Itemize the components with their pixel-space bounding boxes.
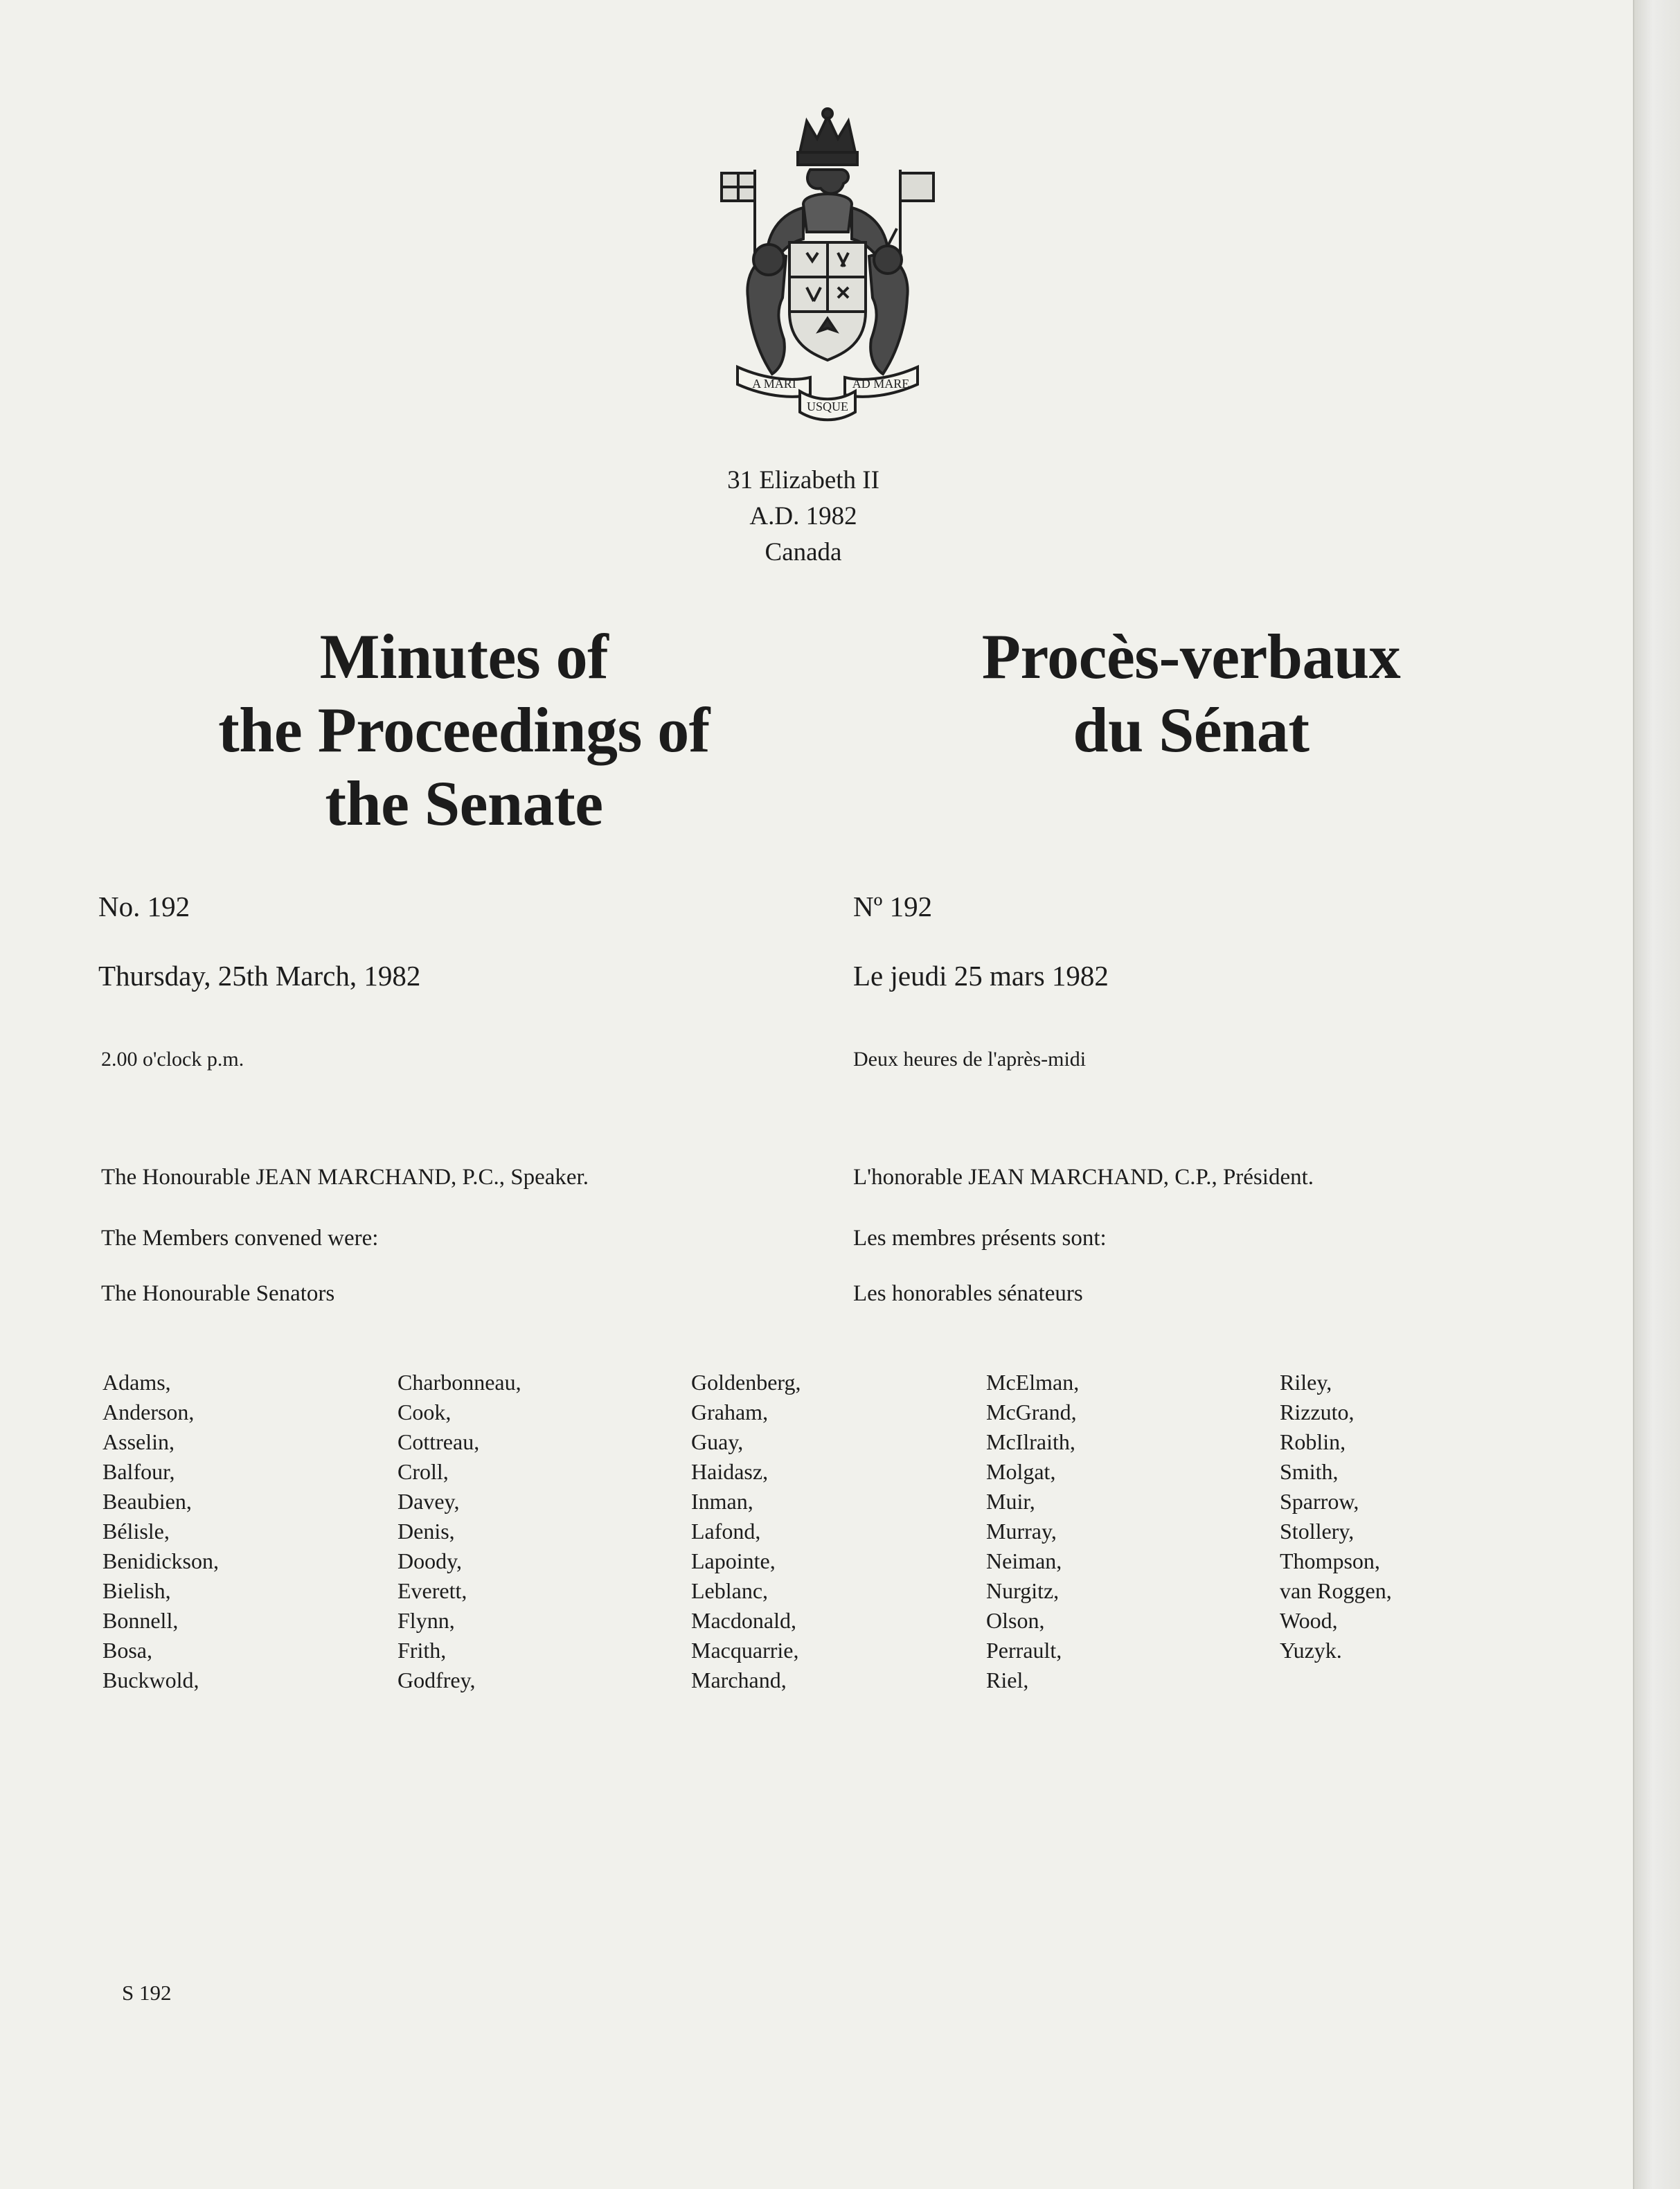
senator-name: Davey, xyxy=(397,1489,460,1514)
motto-right-text: AD MARE xyxy=(852,377,910,391)
senator-name: Haidasz, xyxy=(691,1459,769,1484)
senator-name: van Roggen, xyxy=(1280,1578,1392,1603)
senator-name: Cook, xyxy=(397,1400,452,1424)
senator-name: McElman, xyxy=(986,1370,1080,1395)
senator-name: Balfour, xyxy=(102,1459,175,1484)
senator-name: Doody, xyxy=(397,1548,463,1573)
senator-name: Adams, xyxy=(102,1370,171,1395)
page-binding-edge xyxy=(1633,0,1680,2189)
english-title-line-3: the Senate xyxy=(325,768,603,839)
french-speaker-line: L'honorable JEAN MARCHAND, C.P., Président. xyxy=(853,1165,1314,1190)
calendar-year: A.D. 1982 xyxy=(749,502,857,530)
senator-name: Lapointe, xyxy=(691,1548,776,1573)
senator-name: Flynn, xyxy=(397,1608,455,1633)
senator-name: Bonnell, xyxy=(102,1608,179,1633)
senator-name: Godfrey, xyxy=(397,1668,476,1692)
senator-name: Buckwold, xyxy=(102,1668,199,1692)
senator-name: Asselin, xyxy=(102,1429,175,1454)
senators-column-4 xyxy=(986,1368,1079,1695)
senator-name: Perrault, xyxy=(986,1638,1062,1663)
senator-name: Bélisle, xyxy=(102,1519,170,1544)
senator-name: McGrand, xyxy=(986,1400,1077,1424)
french-sitting-time: Deux heures de l'après-midi xyxy=(853,1048,1087,1071)
senator-name: Leblanc, xyxy=(691,1578,769,1603)
senator-name: Rizzuto, xyxy=(1280,1400,1355,1424)
senator-name: Sparrow, xyxy=(1280,1489,1359,1514)
senator-name: Marchand, xyxy=(691,1668,787,1692)
senator-name: Wood, xyxy=(1280,1608,1338,1633)
senator-name: Macquarrie, xyxy=(691,1638,799,1663)
senator-name: Anderson, xyxy=(102,1400,195,1424)
senator-name: Beaubien, xyxy=(102,1489,192,1514)
senator-name: Cottreau, xyxy=(397,1429,480,1454)
english-issue-number: No. 192 xyxy=(98,891,190,922)
french-convened-line: Les membres présents sont: xyxy=(853,1226,1107,1251)
senator-name: Nurgitz, xyxy=(986,1578,1060,1603)
english-title-line-2: the Proceedings of xyxy=(218,695,710,765)
senator-name: Macdonald, xyxy=(691,1608,796,1633)
senator-name: Olson, xyxy=(986,1608,1045,1633)
senator-name: Stollery, xyxy=(1280,1519,1355,1544)
english-convened-line: The Members convened were: xyxy=(101,1226,379,1251)
senator-name: Croll, xyxy=(397,1459,449,1484)
english-title-line-1: Minutes of xyxy=(319,621,609,692)
senator-name: Bosa, xyxy=(102,1638,152,1663)
senators-column-5 xyxy=(1280,1368,1392,1665)
senator-name: Goldenberg, xyxy=(691,1370,801,1395)
senator-name: Denis, xyxy=(397,1519,455,1544)
senator-name: Lafond, xyxy=(691,1519,761,1544)
french-title xyxy=(900,620,1482,767)
french-title-line-2: du Sénat xyxy=(1073,695,1310,765)
regnal-year: 31 Elizabeth II xyxy=(727,466,879,494)
senator-name: Yuzyk. xyxy=(1280,1638,1342,1663)
english-sitting-time: 2.00 o'clock p.m. xyxy=(101,1048,244,1071)
senator-name: Riley, xyxy=(1280,1370,1332,1395)
senator-name: Guay, xyxy=(691,1429,744,1454)
senator-name: Riel, xyxy=(986,1668,1029,1692)
french-issue-number: Nº 192 xyxy=(853,891,933,922)
senator-name: Smith, xyxy=(1280,1459,1339,1484)
motto-left-text: A MARI xyxy=(752,377,796,391)
senator-name: McIlraith, xyxy=(986,1429,1075,1454)
french-senators-heading: Les honorables sénateurs xyxy=(853,1281,1083,1306)
senator-name: Bielish, xyxy=(102,1578,171,1603)
motto-bottom-text: USQUE xyxy=(806,400,849,413)
senator-name: Inman, xyxy=(691,1489,753,1514)
french-sitting-date: Le jeudi 25 mars 1982 xyxy=(853,960,1109,992)
senators-column-1 xyxy=(102,1368,219,1695)
senator-name: Molgat, xyxy=(986,1459,1056,1484)
english-title xyxy=(180,620,748,840)
senator-name: Roblin, xyxy=(1280,1429,1346,1454)
senator-name: Graham, xyxy=(691,1400,769,1424)
senator-name: Frith, xyxy=(397,1638,447,1663)
senator-name: Charbonneau, xyxy=(397,1370,521,1395)
english-speaker-line: The Honourable JEAN MARCHAND, P.C., Speaker. xyxy=(101,1165,589,1190)
french-title-line-1: Procès-verbaux xyxy=(981,621,1401,692)
country-name: Canada xyxy=(765,538,842,566)
english-sitting-date: Thursday, 25th March, 1982 xyxy=(98,960,421,992)
coat-of-arms-emblem xyxy=(706,104,949,436)
senator-name: Murray, xyxy=(986,1519,1057,1544)
senators-column-3 xyxy=(691,1368,801,1695)
senator-name: Neiman, xyxy=(986,1548,1062,1573)
senator-name: Thompson, xyxy=(1280,1548,1380,1573)
senators-column-2 xyxy=(397,1368,521,1695)
page-identifier: S 192 xyxy=(122,1981,172,2005)
english-senators-heading: The Honourable Senators xyxy=(101,1281,335,1306)
senator-name: Benidickson, xyxy=(102,1548,219,1573)
senator-name: Everett, xyxy=(397,1578,467,1603)
senator-name: Muir, xyxy=(986,1489,1035,1514)
